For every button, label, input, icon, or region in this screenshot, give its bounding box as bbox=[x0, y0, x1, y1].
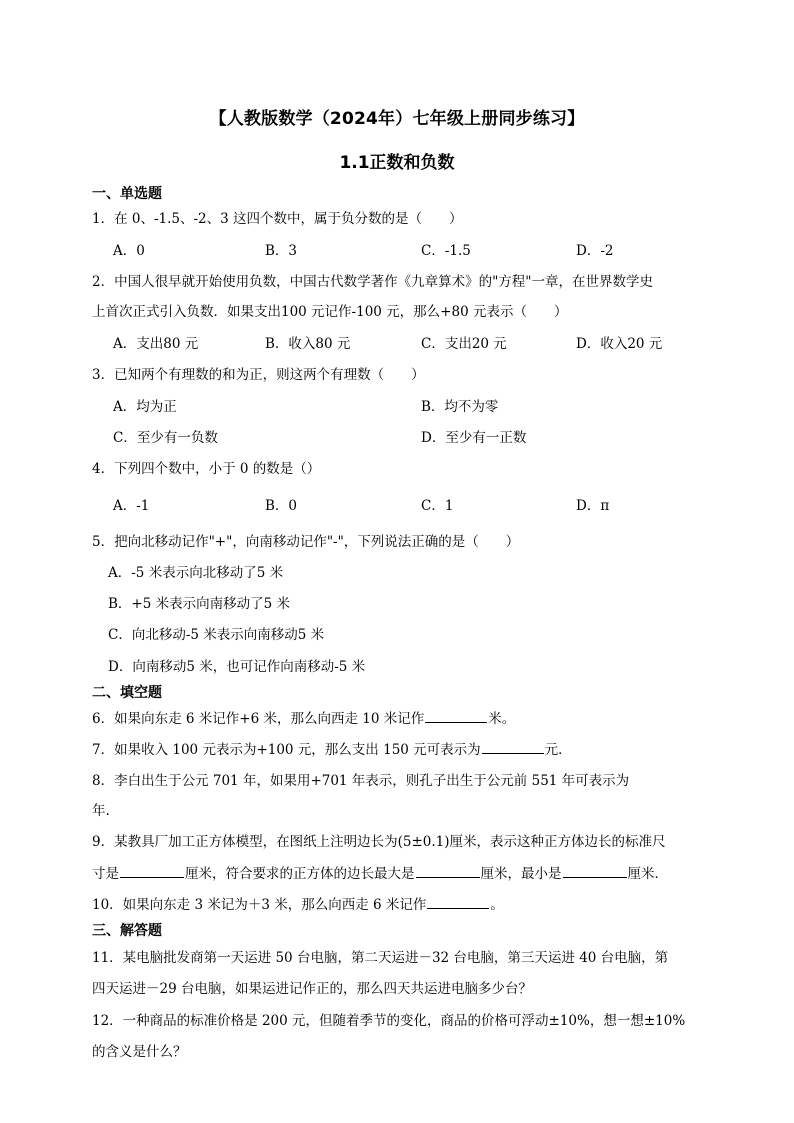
question-1-stem: 1．在 0、-1.5、-2、3 这四个数中，属于负分数的是（ ） bbox=[92, 211, 463, 227]
question-4-option-c: C．1 bbox=[421, 498, 454, 514]
question-5-stem: 5．把向北移动记作"+"，向南移动记作"-"，下列说法正确的是（ ） bbox=[92, 534, 520, 550]
question-9-answer-blank-2[interactable] bbox=[416, 865, 480, 878]
question-5-option-c: C．向北移动-5 米表示向南移动5 米 bbox=[108, 627, 325, 643]
question-11-line-2: 四天运进－29 台电脑，如果运进记作正的，那么四天共运进电脑多少台？ bbox=[92, 981, 532, 997]
question-4-option-d: D．π bbox=[576, 498, 610, 514]
question-3-option-a: A．均为正 bbox=[113, 399, 177, 415]
question-1-option-d: D．-2 bbox=[576, 243, 614, 259]
question-10 bbox=[92, 893, 702, 913]
question-9-answer-blank-3[interactable] bbox=[563, 865, 627, 878]
question-1-option-a: A．0 bbox=[113, 243, 145, 259]
question-9-answer-blank-1[interactable] bbox=[120, 865, 184, 878]
question-2-option-b: B．收入80 元 bbox=[265, 336, 351, 352]
question-8-line-2: 年. bbox=[92, 803, 110, 819]
question-11-line-1: 11．某电脑批发商第一天运进 50 台电脑，第二天运进－32 台电脑，第三天运进 40 台电脑，第 bbox=[92, 950, 669, 966]
question-2-line-1: 2．中国人很早就开始使用负数，中国古代数学著作《九章算术》的"方程"一章，在世界数学史 bbox=[92, 274, 654, 290]
question-12-line-2: 的含义是什么？ bbox=[92, 1044, 187, 1060]
question-1-option-c: C．-1.5 bbox=[421, 243, 471, 259]
question-3-stem: 3．已知两个有理数的和为正，则这两个有理数（ ） bbox=[92, 367, 425, 383]
question-7 bbox=[92, 738, 702, 758]
question-12-line-1: 12．一种商品的标准价格是 200 元，但随着季节的变化，商品的价格可浮动±10%，想一想±10% bbox=[92, 1013, 686, 1029]
question-6-answer-blank[interactable] bbox=[425, 710, 487, 723]
question-6 bbox=[92, 707, 702, 727]
question-3-option-b: B．均不为零 bbox=[421, 399, 499, 415]
question-4-stem: 4．下列四个数中，小于 0 的数是（） bbox=[92, 461, 321, 477]
question-9-text-4: 厘米． bbox=[627, 866, 668, 882]
question-10-text-before: 10．如果向东走 3 米记为＋3 米，那么向西走 6 米记作 bbox=[92, 897, 427, 913]
question-5-option-d: D．向南移动5 米，也可记作向南移动-5 米 bbox=[108, 659, 366, 675]
section-heading-single-choice: 一、单选题 bbox=[92, 186, 162, 202]
question-5-option-a: A．-5 米表示向北移动了5 米 bbox=[108, 565, 284, 581]
question-9-text-2: 厘米，符合要求的正方体的边长最大是 bbox=[185, 866, 415, 882]
question-1-option-b: B．3 bbox=[265, 243, 298, 259]
page-subtitle: 1.1正数和负数 bbox=[339, 153, 455, 173]
question-5-option-b: B．+5 米表示向南移动了5 米 bbox=[108, 596, 290, 612]
question-8-line-1: 8．李白出生于公元 701 年，如果用+701 年表示，则孔子出生于公元前 551 年可表示为 bbox=[92, 773, 630, 789]
question-4-option-a: A．-1 bbox=[113, 498, 150, 514]
question-6-text-after: 米。 bbox=[488, 711, 516, 727]
question-9-line-1: 9．某教具厂加工正方体模型，在图纸上注明边长为(5±0.1)厘米，表示这种正方体边长的标准尺 bbox=[92, 834, 666, 850]
question-3-option-c: C．至少有一负数 bbox=[113, 430, 218, 446]
section-heading-solutions: 三、解答题 bbox=[92, 923, 162, 939]
question-9-text-3: 厘米，最小是 bbox=[480, 866, 562, 882]
question-9-text-1: 寸是 bbox=[92, 866, 119, 882]
question-2-option-a: A．支出80 元 bbox=[113, 336, 199, 352]
question-2-option-d: D．收入20 元 bbox=[576, 336, 663, 352]
question-9-line-2 bbox=[92, 862, 702, 882]
question-7-text-before: 7．如果收入 100 元表示为+100 元，那么支出 150 元可表示为 bbox=[92, 742, 481, 758]
question-7-answer-blank[interactable] bbox=[482, 741, 544, 754]
section-heading-fill-blank: 二、填空题 bbox=[92, 685, 162, 701]
question-10-answer-blank[interactable] bbox=[427, 896, 489, 909]
question-2-option-c: C．支出20 元 bbox=[421, 336, 507, 352]
question-4-option-b: B．0 bbox=[265, 498, 298, 514]
question-10-text-after: 。 bbox=[490, 897, 504, 913]
question-2-line-2: 上首次正式引入负数．如果支出100 元记作-100 元，那么+80 元表示（ ） bbox=[92, 304, 568, 320]
question-6-text-before: 6．如果向东走 6 米记作+6 米，那么向西走 10 米记作 bbox=[92, 711, 425, 727]
question-7-text-after: 元． bbox=[544, 742, 572, 758]
question-3-option-d: D．至少有一正数 bbox=[421, 430, 527, 446]
page-title: 【人教版数学（2024年）七年级上册同步练习】 bbox=[209, 109, 585, 129]
